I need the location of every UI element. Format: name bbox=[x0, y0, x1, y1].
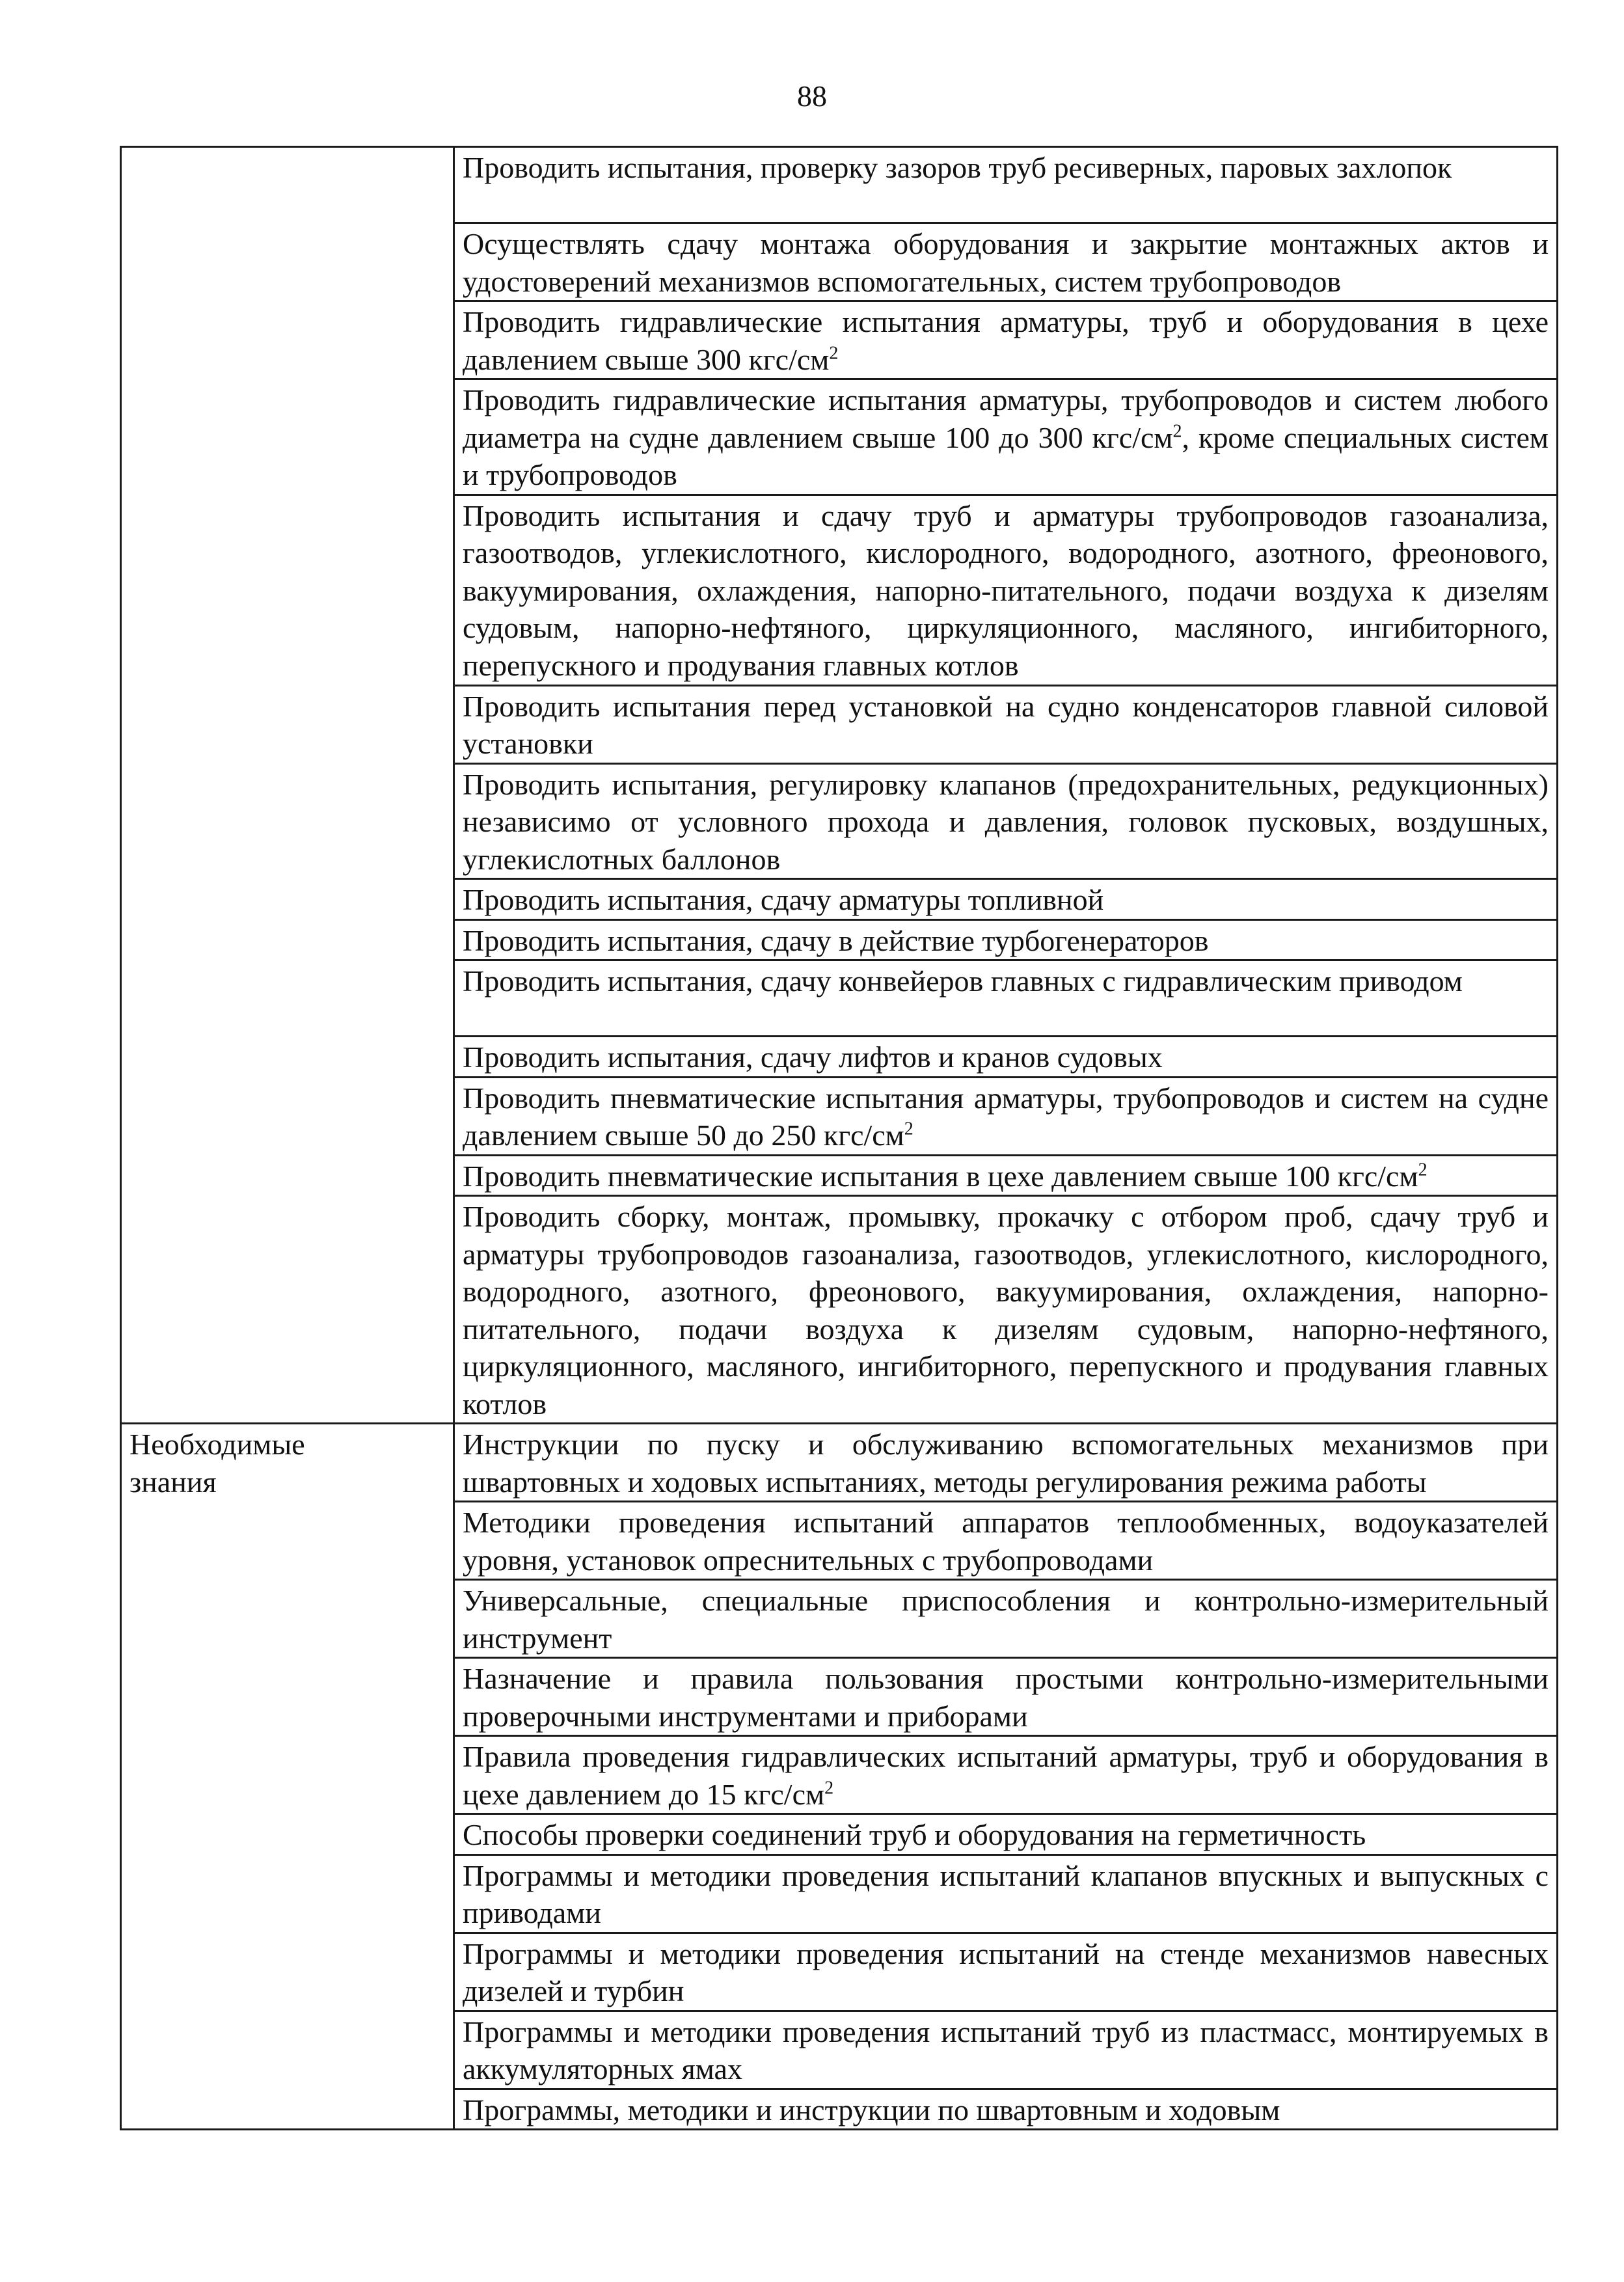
skill-item: Проводить сборку, монтаж, промывку, прокачку с отбором проб, сдачу труб и арматуры трубопроводов газоанализа, газоотводов, углекислотного, кислородного, водородного, азотного, фреонового, вакуумирования, охлаждения, напорно-питательного, подачи воздуха к дизелям судовым, напорно-нефтяного, циркуляционного, масляного, ингибиторного, перепускного и продувания главных котлов bbox=[454, 1196, 1558, 1424]
superscript-exponent: 2 bbox=[824, 1778, 834, 1799]
superscript-exponent: 2 bbox=[1418, 1160, 1428, 1180]
knowledge-item: Способы проверки соединений труб и оборудования на герметичность bbox=[454, 1814, 1558, 1855]
knowledge-item: Программы, методики и инструкции по швартовным и ходовым bbox=[454, 2089, 1558, 2130]
skill-item: Проводить испытания перед установкой на судно конденсаторов главной силовой установки bbox=[454, 685, 1558, 763]
superscript-exponent: 2 bbox=[1172, 421, 1182, 442]
knowledge-item-text: Правила проведения гидравлических испытаний арматуры, труб и оборудования в цехе давлением до 15 кгс/$см^2$ bbox=[463, 1740, 1549, 1811]
table-row bbox=[121, 147, 1558, 223]
skill-item: Проводить испытания, сдачу в действие турбогенераторов bbox=[454, 919, 1558, 960]
skill-item bbox=[454, 1077, 1558, 1155]
knowledge-item bbox=[454, 1736, 1558, 1814]
knowledge-item: Программы и методики проведения испытаний клапанов впускных и выпускных с приводами bbox=[454, 1854, 1558, 1933]
qualification-table bbox=[120, 146, 1558, 2130]
skill-item: Проводить испытания и сдачу труб и арматуры трубопроводов газоанализа, газоотводов, углекислотного, кислородного, водородного, азотного, фреонового, вакуумирования, охлаждения, напорно-питательного, подачи воздуха к дизелям судовым, напорно-нефтяного, циркуляционного, масляного, ингибиторного, перепускного и продувания главных котлов bbox=[454, 495, 1558, 685]
skill-item: Проводить испытания, сдачу лифтов и кранов судовых bbox=[454, 1037, 1558, 1078]
knowledge-item: Универсальные, специальные приспособления и контрольно-измерительный инструмент bbox=[454, 1580, 1558, 1658]
skill-item-text: Проводить пневматические испытания в цехе давлением свыше 100 кгс/$см^2$ bbox=[463, 1159, 1428, 1193]
knowledge-item: Инструкции по пуску и обслуживанию вспомогательных механизмов при швартовных и ходовых испытаниях, методы регулирования режима работы bbox=[454, 1424, 1558, 1502]
knowledge-item: Программы и методики проведения испытаний на стенде механизмов навесных дизелей и турбин bbox=[454, 1933, 1558, 2011]
skill-item: Проводить испытания, регулировку клапанов (предохранительных, редукционных) независимо от условного прохода и давления, головок пусковых, воздушных, углекислотных баллонов bbox=[454, 763, 1558, 879]
skill-item: Осуществлять сдачу монтажа оборудования и закрытие монтажных актов и удостоверений механизмов вспомогательных, систем трубопроводов bbox=[454, 223, 1558, 301]
table-row bbox=[121, 1424, 1558, 1502]
knowledge-item: Назначение и правила пользования простыми контрольно-измерительными проверочными инструментами и приборами bbox=[454, 1658, 1558, 1736]
skill-item: Проводить испытания, сдачу конвейеров главных с гидравлическим приводом bbox=[454, 960, 1558, 1037]
superscript-exponent: 2 bbox=[904, 1119, 914, 1139]
superscript-exponent: 2 bbox=[829, 343, 839, 364]
page-number: 88 bbox=[797, 79, 827, 113]
skill-item bbox=[454, 379, 1558, 495]
skill-item: Проводить испытания, проверку зазоров труб ресиверных, паровых захлопок bbox=[454, 147, 1558, 223]
skill-item-text: Проводить гидравлические испытания арматуры, трубопроводов и систем любого диаметра на судне давлением свыше 100 до 300 кгс/$см^2$, кроме специальных систем и трубопроводов bbox=[463, 383, 1549, 491]
skill-item bbox=[454, 1155, 1558, 1196]
knowledge-label-cell bbox=[121, 1424, 454, 2130]
knowledge-item: Программы и методики проведения испытаний труб из пластмасс, монтируемых в аккумуляторных ямах bbox=[454, 2011, 1558, 2089]
knowledge-label: Необходимые знания bbox=[129, 1428, 305, 1499]
skill-item-text: Проводить гидравлические испытания арматуры, труб и оборудования в цехе давлением свыше 300 кгс/$см^2$ bbox=[463, 305, 1549, 376]
skill-item: Проводить испытания, сдачу арматуры топливной bbox=[454, 879, 1558, 920]
skill-item-text: Проводить пневматические испытания арматуры, трубопроводов и систем на судне давлением свыше 50 до 250 кгс/$см^2$ bbox=[463, 1081, 1549, 1152]
skill-item bbox=[454, 301, 1558, 379]
knowledge-item: Методики проведения испытаний аппаратов теплообменных, водоуказателей уровня, установок опреснительных с трубопроводами bbox=[454, 1502, 1558, 1580]
skills-label-cell bbox=[121, 147, 454, 1424]
